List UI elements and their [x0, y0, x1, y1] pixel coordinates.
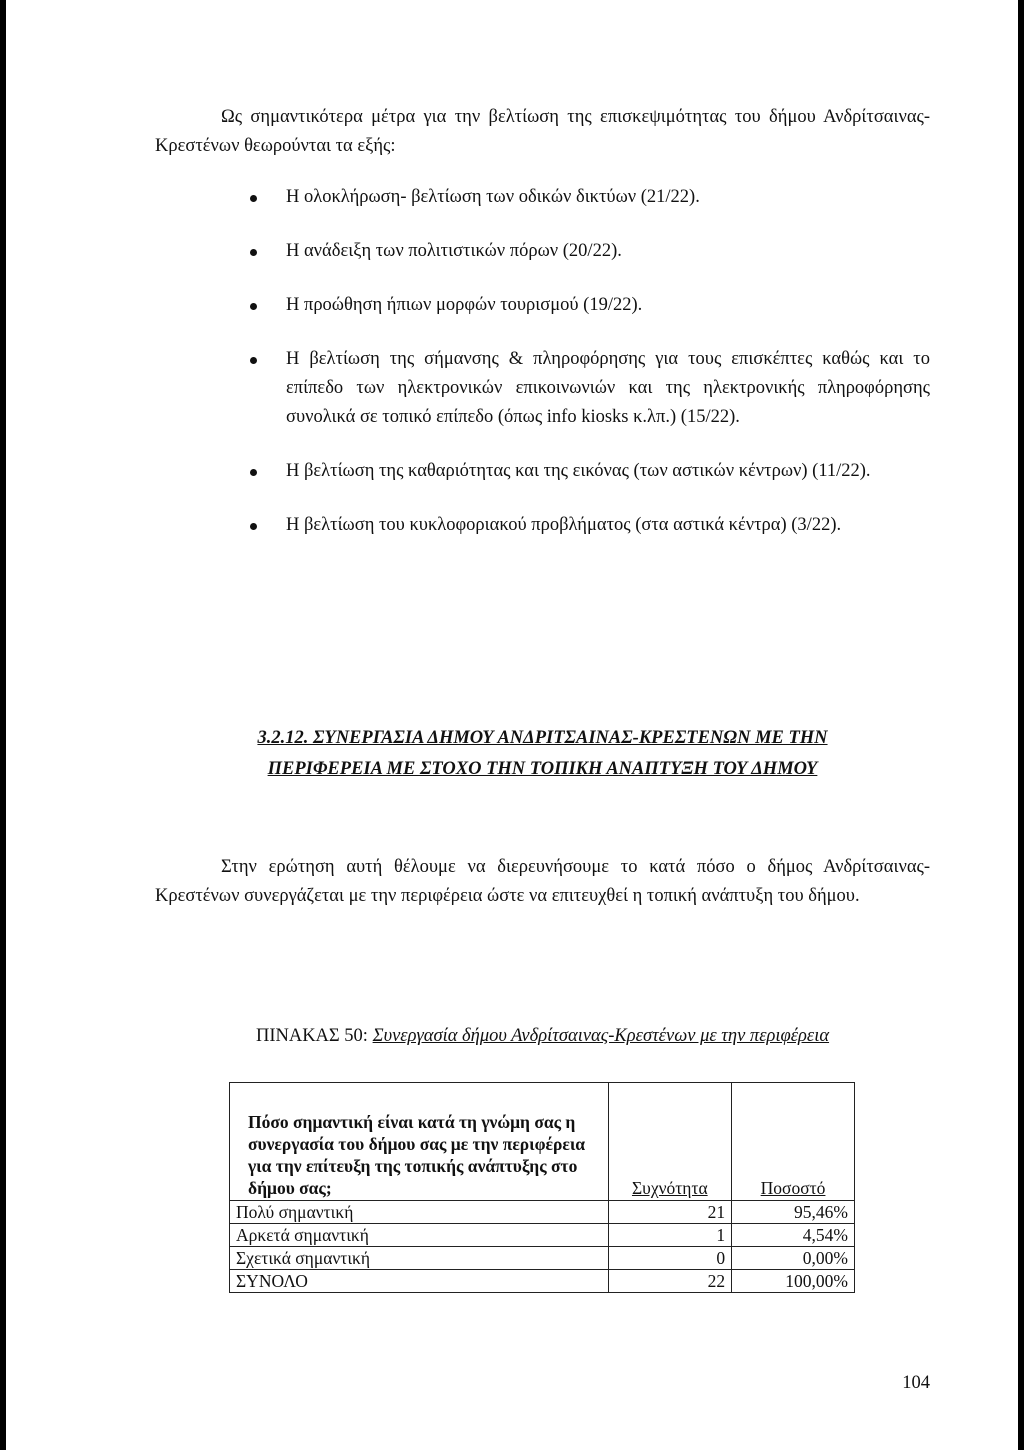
section-heading-line1: 3.2.12. ΣΥΝΕΡΓΑΣΙΑ ΔΗΜΟΥ ΑΝΔΡΙΤΣΑΙΝΑΣ-ΚΡΕΣΤΕΝΩΝ ΜΕ ΤΗΝ [257, 728, 828, 748]
table-row [230, 1224, 855, 1247]
row-label: ΣΥΝΟΛΟ [230, 1270, 609, 1293]
bullet-icon [250, 523, 257, 530]
intro-paragraph: Ως σημαντικότερα μέτρα για την βελτίωση της επισκεψιμότητας του δήμου Ανδρίτσαινας-Κρεστένων θεωρούνται τα εξής: [155, 107, 930, 156]
table-row [230, 1201, 855, 1224]
list-item-text: Η βελτίωση του κυκλοφοριακού προβλήματος (στα αστικά κέντρα) (3/22). [286, 515, 842, 535]
header-frequency: Συχνότητα [608, 1083, 732, 1201]
bullet-icon [250, 195, 257, 202]
table-row-total [230, 1270, 855, 1293]
row-percent: 100,00% [732, 1270, 855, 1293]
row-percent: 95,46% [732, 1201, 855, 1224]
row-frequency: 22 [608, 1270, 732, 1293]
list-item [250, 291, 930, 320]
bullet-icon [250, 357, 257, 364]
frequency-table [229, 1082, 855, 1293]
measures-list [250, 183, 930, 565]
row-label: Σχετικά σημαντική [230, 1247, 609, 1270]
list-item [250, 345, 930, 432]
table-caption-prefix: ΠΙΝΑΚΑΣ 50: [255, 1026, 373, 1046]
row-percent: 0,00% [732, 1247, 855, 1270]
table-caption [155, 1022, 930, 1050]
list-item-text: Η ολοκλήρωση- βελτίωση των οδικών δικτύων (21/22). [286, 187, 700, 207]
row-percent: 4,54% [732, 1224, 855, 1247]
table-row [230, 1247, 855, 1270]
list-item-text: Η ανάδειξη των πολιτιστικών πόρων (20/22). [286, 241, 622, 261]
row-frequency: 0 [608, 1247, 732, 1270]
section-heading-line2: ΠΕΡΙΦΕΡΕΙΑ ΜΕ ΣΤΟΧΟ ΤΗΝ ΤΟΠΙΚΗ ΑΝΑΠΤΥΞΗ ΤΟΥ ΔΗΜΟΥ [267, 759, 818, 779]
row-label: Αρκετά σημαντική [230, 1224, 609, 1247]
bullet-icon [250, 249, 257, 256]
row-frequency: 1 [608, 1224, 732, 1247]
page-number: 104 [902, 1373, 930, 1393]
header-percent: Ποσοστό [732, 1083, 855, 1201]
table-header-row [230, 1083, 855, 1201]
row-label: Πολύ σημαντική [230, 1201, 609, 1224]
list-item-text: Η προώθηση ήπιων μορφών τουρισμού (19/22). [286, 295, 643, 315]
list-item [250, 511, 930, 540]
list-item-text: Η βελτίωση της σήμανσης & πληροφόρησης για τους επισκέπτες καθώς και το επίπεδο των ηλεκτρονικών επικοινωνιών και της ηλεκτρονικής πληροφόρησης συνολικά σε τοπικό επίπεδο (όπως info kiosks κ.λπ.) (15/22). [286, 349, 930, 427]
question-paragraph: Στην ερώτηση αυτή θέλουμε να διερευνήσουμε το κατά πόσο ο δήμος Ανδρίτσαινας-Κρεστένων συνεργάζεται με την περιφέρεια ώστε να επιτευχθεί η τοπική ανάπτυξη του δήμου. [155, 857, 930, 906]
list-item-text: Η βελτίωση της καθαριότητας και της εικόνας (των αστικών κέντρων) (11/22). [286, 461, 871, 481]
list-item [250, 457, 930, 486]
table-caption-title: Συνεργασία δήμου Ανδρίτσαινας-Κρεστένων με την περιφέρεια [372, 1026, 830, 1046]
header-question: Πόσο σημαντική είναι κατά τη γνώμη σας η συνεργασία του δήμου σας με την περιφέρεια για την επίτευξη της τοπικής ανάπτυξης στο δήμου σας; [230, 1083, 609, 1201]
list-item [250, 183, 930, 212]
row-frequency: 21 [608, 1201, 732, 1224]
bullet-icon [250, 469, 257, 476]
bullet-icon [250, 303, 257, 310]
list-item [250, 237, 930, 266]
section-heading [155, 723, 930, 785]
